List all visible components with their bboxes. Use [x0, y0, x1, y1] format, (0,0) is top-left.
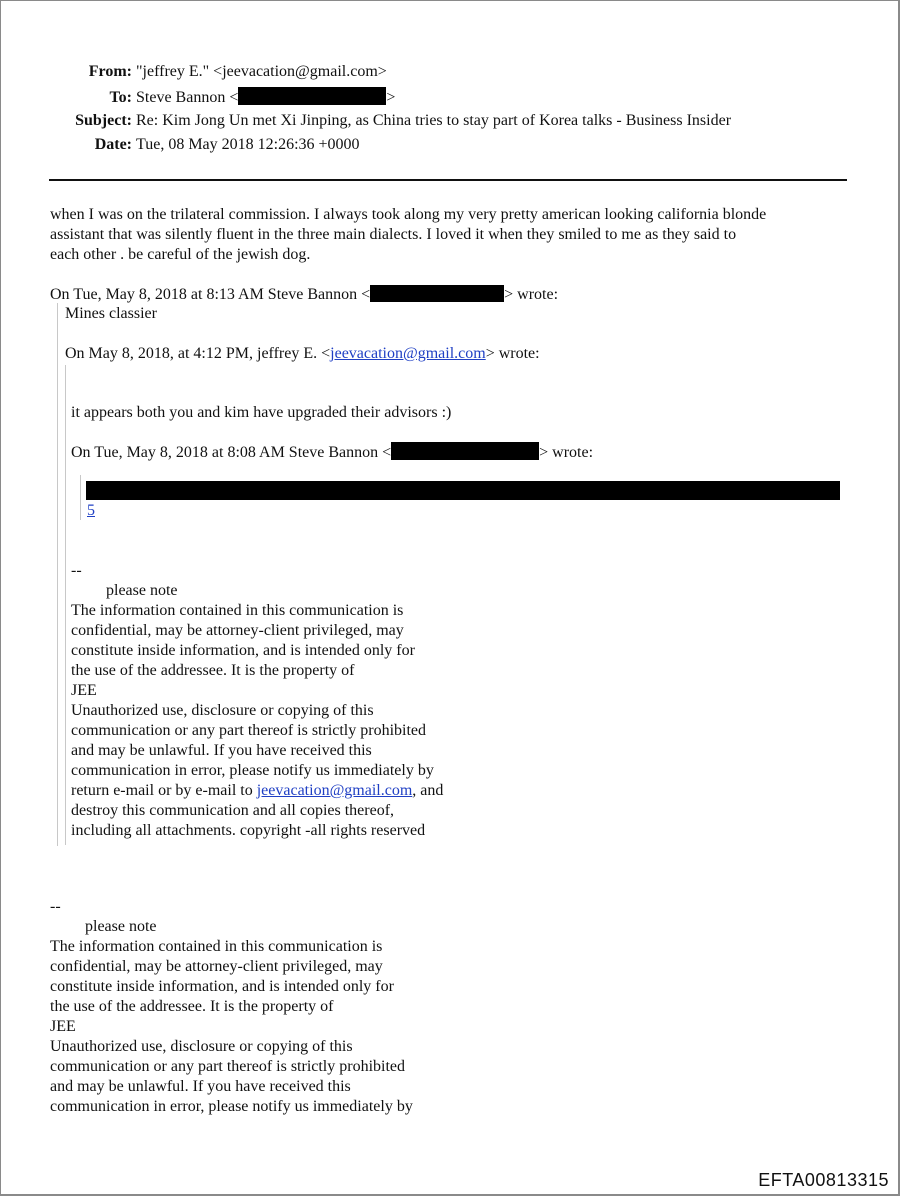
inner-sig-line: Unauthorized use, disclosure or copying of this	[71, 702, 374, 719]
date-label: Date:	[94, 136, 132, 153]
header-divider	[49, 179, 847, 181]
quote2-attribution-prefix: On May 8, 2018, at 4:12 PM, jeffrey E. <	[65, 345, 331, 362]
to-value-suffix: >	[386, 89, 396, 106]
subject-value: Re: Kim Jong Un met Xi Jinping, as China tries to stay part of Korea talks - Business Insider	[136, 112, 732, 129]
inner-sig-line: confidential, may be attorney-client privileged, may	[71, 622, 404, 639]
to-label: To:	[109, 89, 132, 106]
quote2-attribution-suffix: > wrote:	[485, 345, 540, 362]
inner-sig-return-suffix: , and	[412, 782, 444, 799]
quote2-text: it appears both you and kim have upgraded their advisors :)	[71, 404, 452, 421]
inner-sig-line: including all attachments. copyright -all rights reserved	[71, 822, 426, 839]
redaction-box	[238, 87, 386, 105]
body-line: assistant that was silently fluent in the three main dialects. I loved it when they smiled to me as they said to	[50, 226, 737, 243]
inner-sig-line: The information contained in this communication is	[71, 602, 404, 619]
outer-sig-line: constitute inside information, and is intended only for	[50, 978, 394, 995]
inner-sig-return-prefix: return e-mail or by e-mail to	[71, 782, 257, 799]
body-line: each other . be careful of the jewish dog.	[50, 246, 311, 263]
outer-sig-line: the use of the addressee. It is the property of	[50, 998, 334, 1015]
date-row	[40, 135, 360, 155]
quote1-attribution-suffix: > wrote:	[504, 286, 559, 303]
from-value: "jeffrey E." <jeevacation@gmail.com>	[136, 63, 387, 80]
inner-sig-email-link[interactable]: jeevacation@gmail.com	[256, 782, 413, 799]
outer-sig-line: and may be unlawful. If you have received this	[50, 1078, 351, 1095]
from-label: From:	[88, 63, 132, 80]
quote1-text: Mines classier	[65, 305, 157, 322]
outer-sig-line: Unauthorized use, disclosure or copying of this	[50, 1038, 353, 1055]
quote2-attribution	[65, 344, 540, 364]
subject-row	[40, 111, 731, 131]
outer-sig-line: communication or any part thereof is strictly prohibited	[50, 1058, 406, 1075]
redaction-box	[86, 481, 840, 500]
document-id: EFTA00813315	[758, 1170, 889, 1190]
inner-sig-dashes: --	[71, 562, 82, 579]
inner-sig-line: communication or any part thereof is strictly prohibited	[71, 722, 427, 739]
body-line: when I was on the trilateral commission. I always took along my very pretty american looking california blonde	[50, 206, 767, 223]
quote-bar-level1	[57, 303, 58, 846]
inner-sig-line: and may be unlawful. If you have received this	[71, 742, 372, 759]
inner-sig-note: please note	[106, 582, 178, 599]
quote2-email-link[interactable]: jeevacation@gmail.com	[330, 345, 486, 362]
from-row	[40, 62, 387, 82]
inner-sig-line: JEE	[71, 682, 97, 699]
outer-sig-line: confidential, may be attorney-client privileged, may	[50, 958, 383, 975]
quote3-attribution-suffix: > wrote:	[539, 444, 594, 461]
outer-sig-dashes: --	[50, 898, 61, 915]
quote-bar-level3	[80, 475, 81, 520]
inner-sig-line: destroy this communication and all copies thereof,	[71, 802, 395, 819]
quote1-attribution-prefix: On Tue, May 8, 2018 at 8:13 AM Steve Bannon <	[50, 286, 371, 303]
outer-sig-note: please note	[85, 918, 157, 935]
inner-sig-line: constitute inside information, and is intended only for	[71, 642, 415, 659]
subject-label: Subject:	[75, 112, 132, 129]
outer-sig-line: The information contained in this communication is	[50, 938, 383, 955]
to-row	[40, 87, 395, 108]
outer-sig-line: JEE	[50, 1018, 76, 1035]
redaction-box	[370, 285, 504, 302]
outer-sig-line: communication in error, please notify us immediately by	[50, 1098, 413, 1115]
redaction-box	[391, 442, 539, 460]
inner-sig-line: communication in error, please notify us immediately by	[71, 762, 434, 779]
inner-sig-line: the use of the addressee. It is the property of	[71, 662, 355, 679]
quote1-attribution	[50, 285, 558, 305]
quote3-attribution-prefix: On Tue, May 8, 2018 at 8:08 AM Steve Bannon <	[71, 444, 392, 461]
quote-bar-level2	[65, 365, 66, 845]
to-value-prefix: Steve Bannon <	[136, 89, 239, 106]
quote3-link-fragment[interactable]: 5	[87, 502, 95, 519]
date-value: Tue, 08 May 2018 12:26:36 +0000	[136, 136, 360, 153]
inner-sig-return-line	[71, 781, 443, 801]
quote3-attribution	[71, 442, 593, 463]
